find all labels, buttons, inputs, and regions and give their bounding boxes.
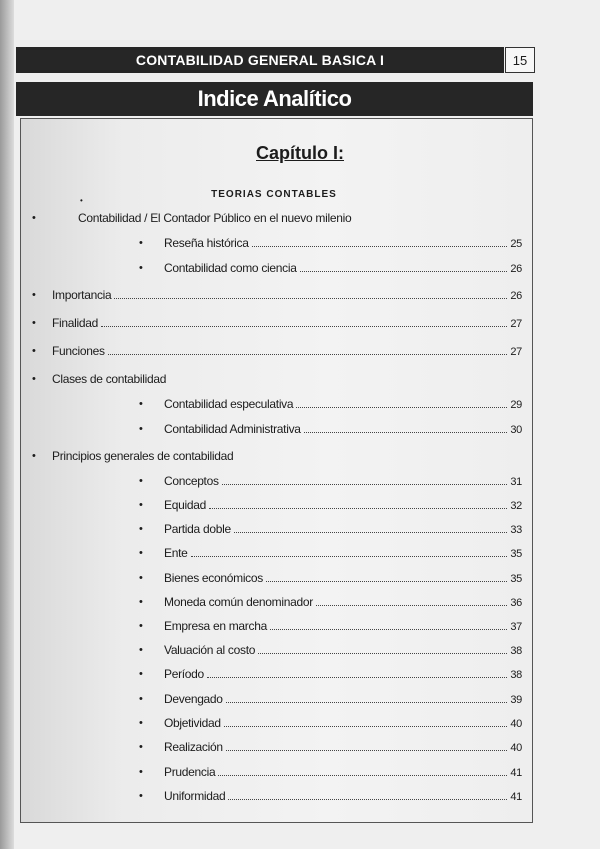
- index-title-bar: [16, 82, 533, 116]
- index-entry: Partida doble 33: [164, 522, 522, 536]
- index-entry: Moneda común denominador 36: [164, 595, 522, 609]
- bullet-icon: •: [139, 620, 143, 632]
- entry-page: 27: [510, 318, 522, 330]
- bullet-icon: •: [32, 212, 36, 224]
- dot-leader: [266, 570, 507, 582]
- entry-page: 40: [510, 742, 522, 754]
- dot-leader: [191, 545, 508, 557]
- index-entry: Ente 35: [164, 546, 522, 560]
- entry-page: 40: [510, 718, 522, 730]
- entry-page: 41: [510, 791, 522, 803]
- index-entry: Funciones 27: [52, 344, 522, 358]
- index-entry: Principios generales de contabilidad: [52, 449, 234, 463]
- dot-leader: [218, 764, 507, 776]
- entry-page: 41: [510, 767, 522, 779]
- bullet-icon: •: [139, 547, 143, 559]
- entry-page: 38: [510, 645, 522, 657]
- index-entry: Uniformidad 41: [164, 789, 522, 803]
- index-entry: Contabilidad Administrativa 30: [164, 422, 522, 436]
- chapter-title: Capítulo I:: [256, 143, 344, 163]
- bullet-icon: •: [139, 572, 143, 584]
- bullet-icon: •: [32, 289, 36, 301]
- bullet-icon: •: [32, 373, 36, 385]
- entry-page: 30: [510, 424, 522, 436]
- dot-leader: [270, 618, 507, 630]
- dot-leader: [209, 497, 507, 509]
- bullet-icon: •: [139, 766, 143, 778]
- dot-leader: [101, 315, 507, 327]
- dot-leader: [252, 235, 508, 247]
- index-entry: Importancia 26: [52, 288, 522, 302]
- dot-leader: [224, 715, 508, 727]
- chapter-heading: [0, 143, 600, 164]
- index-entry: Bienes económicos 35: [164, 571, 522, 585]
- dot-leader: [304, 421, 508, 433]
- index-entry: Valuación al costo 38: [164, 643, 522, 657]
- bullet-icon: •: [139, 668, 143, 680]
- bullet-icon: •: [139, 423, 143, 435]
- bullet-icon: •: [32, 317, 36, 329]
- bullet-icon: •: [139, 741, 143, 753]
- bullet-icon: •: [32, 450, 36, 462]
- index-entry: Clases de contabilidad: [52, 372, 167, 386]
- index-entry: Contabilidad como ciencia 26: [164, 261, 522, 275]
- dot-leader: [207, 666, 507, 678]
- entry-page: 37: [510, 621, 522, 633]
- index-entry: Empresa en marcha 37: [164, 619, 522, 633]
- dot-leader: [234, 521, 508, 533]
- bullet-icon: •: [139, 398, 143, 410]
- bullet-icon: •: [139, 237, 143, 249]
- section-heading: TEORIAS CONTABLES: [211, 189, 337, 200]
- bullet-icon: •: [139, 523, 143, 535]
- page-number: 15: [505, 47, 535, 73]
- bullet-icon: •: [139, 262, 143, 274]
- dot-leader: [296, 396, 507, 408]
- dot-leader: [226, 739, 508, 751]
- index-entry: Finalidad 27: [52, 316, 522, 330]
- entry-page: 35: [510, 573, 522, 585]
- page-edge-shadow: [0, 0, 14, 849]
- entry-page: 35: [510, 548, 522, 560]
- bullet-icon: •: [139, 644, 143, 656]
- entry-page: 26: [510, 290, 522, 302]
- bullet-icon: •: [139, 717, 143, 729]
- entry-page: 36: [510, 597, 522, 609]
- index-entry: Contabilidad especulativa 29: [164, 397, 522, 411]
- bullet-icon: •: [139, 499, 143, 511]
- entry-page: 27: [510, 346, 522, 358]
- bullet-icon: •: [139, 475, 143, 487]
- entry-page: 32: [510, 500, 522, 512]
- book-title: CONTABILIDAD GENERAL BASICA I: [135, 52, 385, 68]
- dot-leader: [300, 260, 508, 272]
- dot-leader: [316, 594, 507, 606]
- dot-leader: [114, 287, 507, 299]
- bullet-icon: •: [139, 693, 143, 705]
- dot-leader: [258, 642, 507, 654]
- dot-leader: [108, 343, 508, 355]
- index-entry: Devengado 39: [164, 692, 522, 706]
- dot-leader: [226, 691, 508, 703]
- dot-leader: [222, 473, 508, 485]
- index-entry: Contabilidad / El Contador Público en el nuevo milenio: [78, 211, 352, 225]
- index-entry: Prudencia 41: [164, 765, 522, 779]
- entry-page: 31: [510, 476, 522, 488]
- bullet-icon: •: [139, 790, 143, 802]
- book-title-bar: [16, 47, 504, 73]
- index-entry: Conceptos 31: [164, 474, 522, 488]
- index-entry: Equidad 32: [164, 498, 522, 512]
- entry-page: 38: [510, 669, 522, 681]
- entry-page: 39: [510, 694, 522, 706]
- index-entry: Reseña histórica 25: [164, 236, 522, 250]
- index-entry: Período 38: [164, 667, 522, 681]
- bullet-icon: •: [32, 345, 36, 357]
- dot-leader: [228, 788, 507, 800]
- bullet-icon: •: [80, 196, 83, 205]
- entry-page: 26: [510, 263, 522, 275]
- index-entry: Realización 40: [164, 740, 522, 754]
- index-entry: Objetividad 40: [164, 716, 522, 730]
- bullet-icon: •: [139, 596, 143, 608]
- entry-page: 29: [510, 399, 522, 411]
- entry-page: 33: [510, 524, 522, 536]
- entry-page: 25: [510, 238, 522, 250]
- index-title: Indice Analítico: [197, 86, 352, 111]
